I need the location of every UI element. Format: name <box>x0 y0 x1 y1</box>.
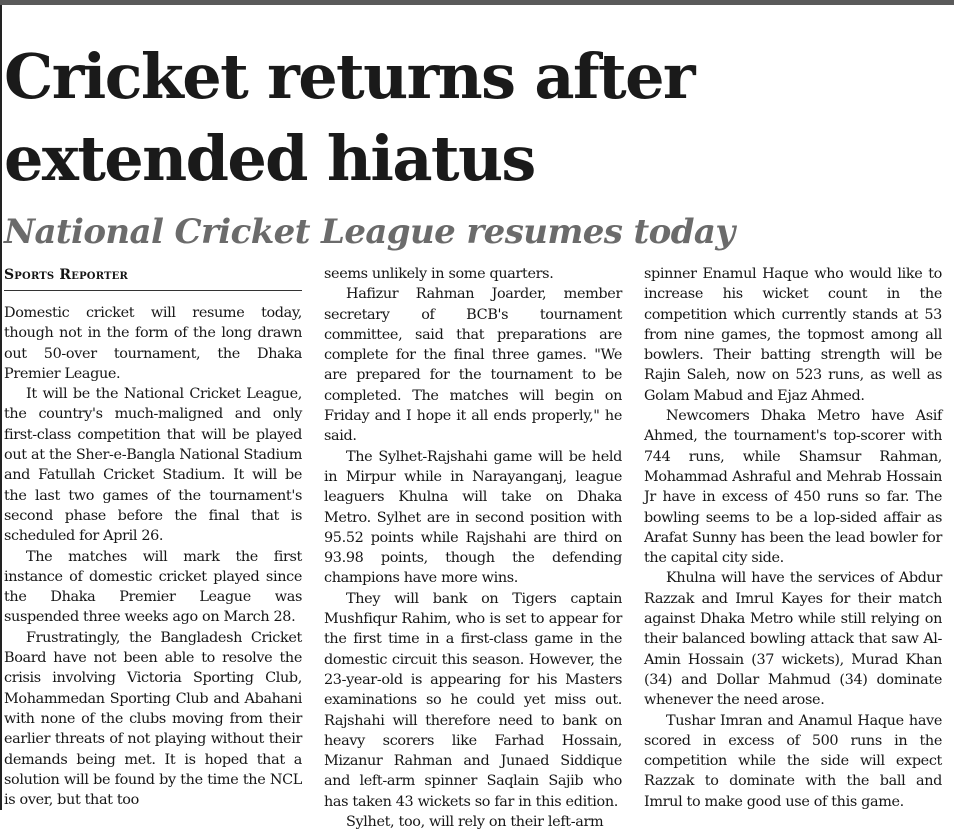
article-column-2 <box>324 264 622 832</box>
byline: Sports Reporter <box>4 267 129 283</box>
paragraph: Sylhet, too, will rely on their left-arm <box>346 814 604 831</box>
paragraph: spinner Enamul Haque who would like to increase his wicket count in the competition which currently stands at 53 from nine games, the topmost among all bowlers. Their batting strength will be Rajin Saleh, now on 523 runs, as well as Golam Mabud and Ejaz Ahmed. <box>644 266 942 404</box>
subheadline: National Cricket League resumes today <box>4 212 735 252</box>
paragraph: Khulna will have the services of Abdur Razzak and Imrul Kayes for their match against Dhaka Metro while still relying on their balanced bowling attack that saw Al-Amin Hossain (37 wickets), Murad Khan (34) and Dollar Mahmud (34) dominate whenever the need arose. <box>644 570 942 709</box>
headline: Cricket returns after extended hiatus <box>4 40 694 195</box>
article-column-3 <box>644 264 942 812</box>
paragraph: It will be the National Cricket League, the country's much-maligned and only first-class competition that will be played out at the Sher-e-Bangla National Stadium and Fatullah Cricket Stadium. It will be the last two games of the tournament's second phase before the final that is scheduled for April 26. <box>4 386 302 545</box>
paragraph: Domestic cricket will resume today, though not in the form of the long drawn out 50-over tournament, the Dhaka Premier League. <box>4 305 302 382</box>
paragraph: seems unlikely in some quarters. <box>324 266 554 282</box>
article-column-1 <box>4 303 302 810</box>
paragraph: The matches will mark the first instance of domestic cricket played since the Dhaka Premier League was suspended three weeks ago on March 28. <box>4 548 302 626</box>
paragraph: Newcomers Dhaka Metro have Asif Ahmed, the tournament's top-scorer with 744 runs, while Shamsur Rahman, Mohammad Ashraful and Mehrab Hossain Jr have in excess of 450 runs so far. The bowling seems to be a lop-sided affair as Arafat Sunny has been the lead bowler for the capital city side. <box>644 408 942 567</box>
paragraph: The Sylhet-Rajshahi game will be held in Mirpur while in Narayanganj, league leaguers Khulna will take on Dhaka Metro. Sylhet are in second position with 95.52 points while Rajshahi are third on 93.98 points, though the defending champions have more wins. <box>324 448 622 587</box>
paragraph: Tushar Imran and Anamul Haque have scored in excess of 500 runs in the competition while the side will expect Razzak to dominate with the ball and Imrul to make good use of this game. <box>644 712 942 810</box>
paragraph: Hafizur Rahman Joarder, member secretary of BCB's tournament committee, said that preparations are complete for the final three games. "We are prepared for the tournament to be completed. The matches will begin on Friday and I hope it all ends properly," he said. <box>324 286 622 445</box>
left-rule <box>0 5 2 810</box>
paragraph: They will bank on Tigers captain Mushfiqur Rahim, who is set to appear for the first time in a first-class game in the domestic circuit this season. However, the 23-year-old is appearing for his Masters examinations so he could yet miss out. Rajshahi will therefore need to bank on heavy scorers like Farhad Hossain, Mizanur Rahman and Junaed Siddique and left-arm spinner Saqlain Sajib who has taken 43 wickets so far in this edition. <box>324 590 622 810</box>
paragraph: Frustratingly, the Bangladesh Cricket Board have not been able to resolve the crisis involving Victoria Sporting Club, Mohammedan Sporting Club and Abahani with none of the clubs moving from their earlier threats of not playing without their demands being met. It is hoped that a solution will be found by the time the NCL is over, but that too <box>4 629 302 809</box>
byline-divider <box>4 290 302 291</box>
top-rule <box>0 0 954 5</box>
